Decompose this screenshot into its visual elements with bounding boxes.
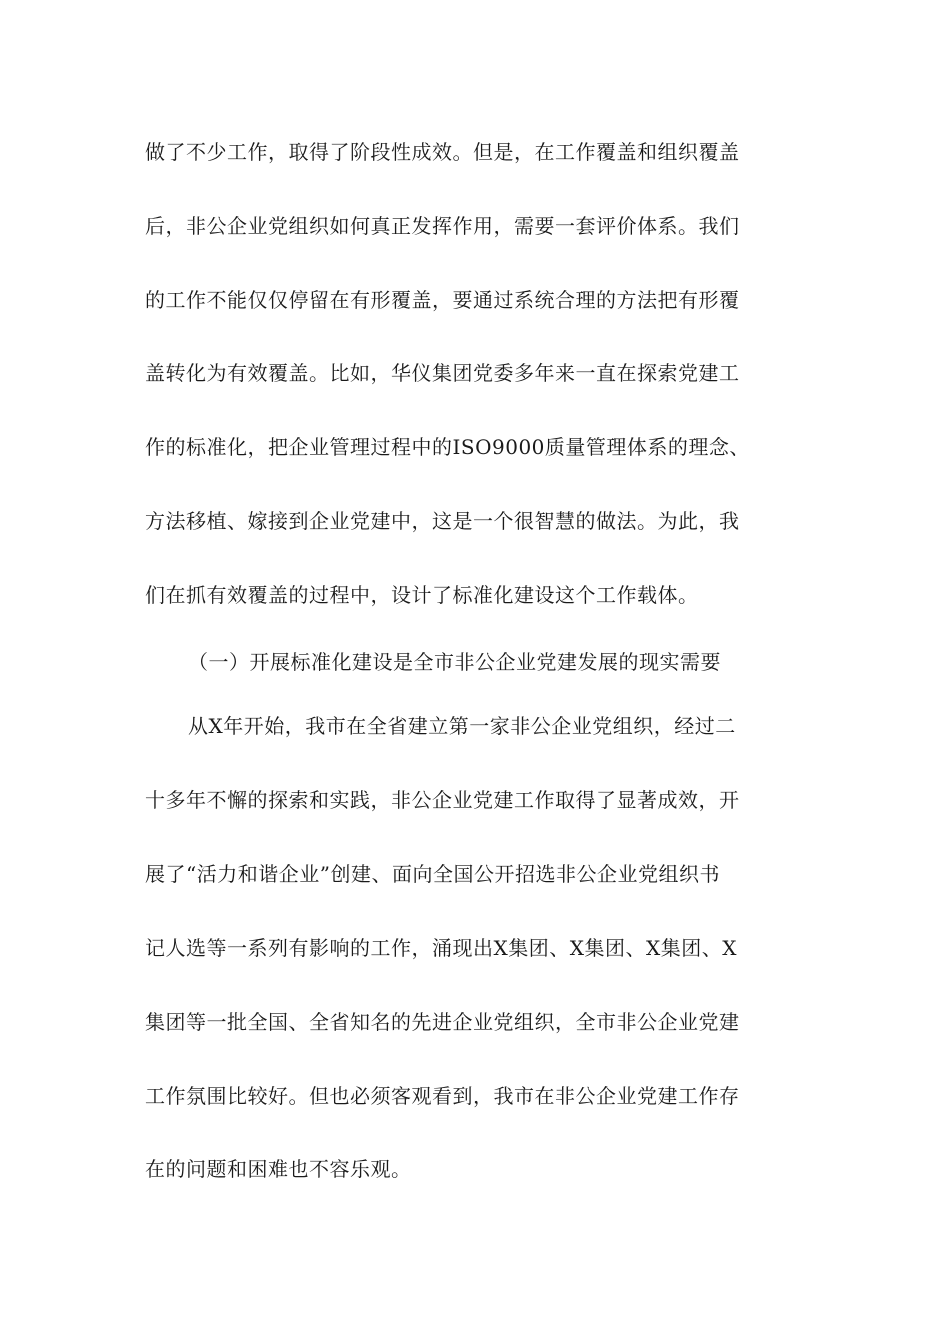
text-line: 的工作不能仅仅停留在有形覆盖，要通过系统合理的方法把有形覆 (145, 288, 740, 312)
text-line: 方法移植、嫁接到企业党建中，这是一个很智慧的做法。为此，我 (145, 509, 740, 533)
text-line: 盖转化为有效覆盖。比如，华仪集团党委多年来一直在探索党建工 (145, 361, 740, 385)
text-line: 作的标准化，把企业管理过程中的ISO9000质量管理体系的理念、 (145, 435, 750, 459)
text-line: 记人选等一系列有影响的工作，涌现出X集团、X集团、X集团、X (145, 936, 737, 960)
text-line: 集团等一批全国、全省知名的先进企业党组织，全市非公企业党建 (145, 1010, 740, 1034)
text-line: 后，非公企业党组织如何真正发挥作用，需要一套评价体系。我们 (145, 214, 740, 238)
text-line: 十多年不懈的探索和实践，非公企业党建工作取得了显著成效，开 (145, 788, 740, 812)
text-line: 们在抓有效覆盖的过程中，设计了标准化建设这个工作载体。 (145, 583, 699, 607)
text-line: 从X年开始，我市在全省建立第一家非公企业党组织，经过二 (188, 714, 736, 738)
text-line: 做了不少工作，取得了阶段性成效。但是，在工作覆盖和组织覆盖 (145, 140, 740, 164)
text-line: 在的问题和困难也不容乐观。 (145, 1157, 412, 1181)
text-line: 展了“活力和谐企业”创建、面向全国公开招选非公企业党组织书 (145, 862, 720, 886)
text-line: 工作氛围比较好。但也必须客观看到，我市在非公企业党建工作存 (145, 1084, 740, 1108)
section-heading: （一）开展标准化建设是全市非公企业党建发展的现实需要 (188, 650, 721, 674)
